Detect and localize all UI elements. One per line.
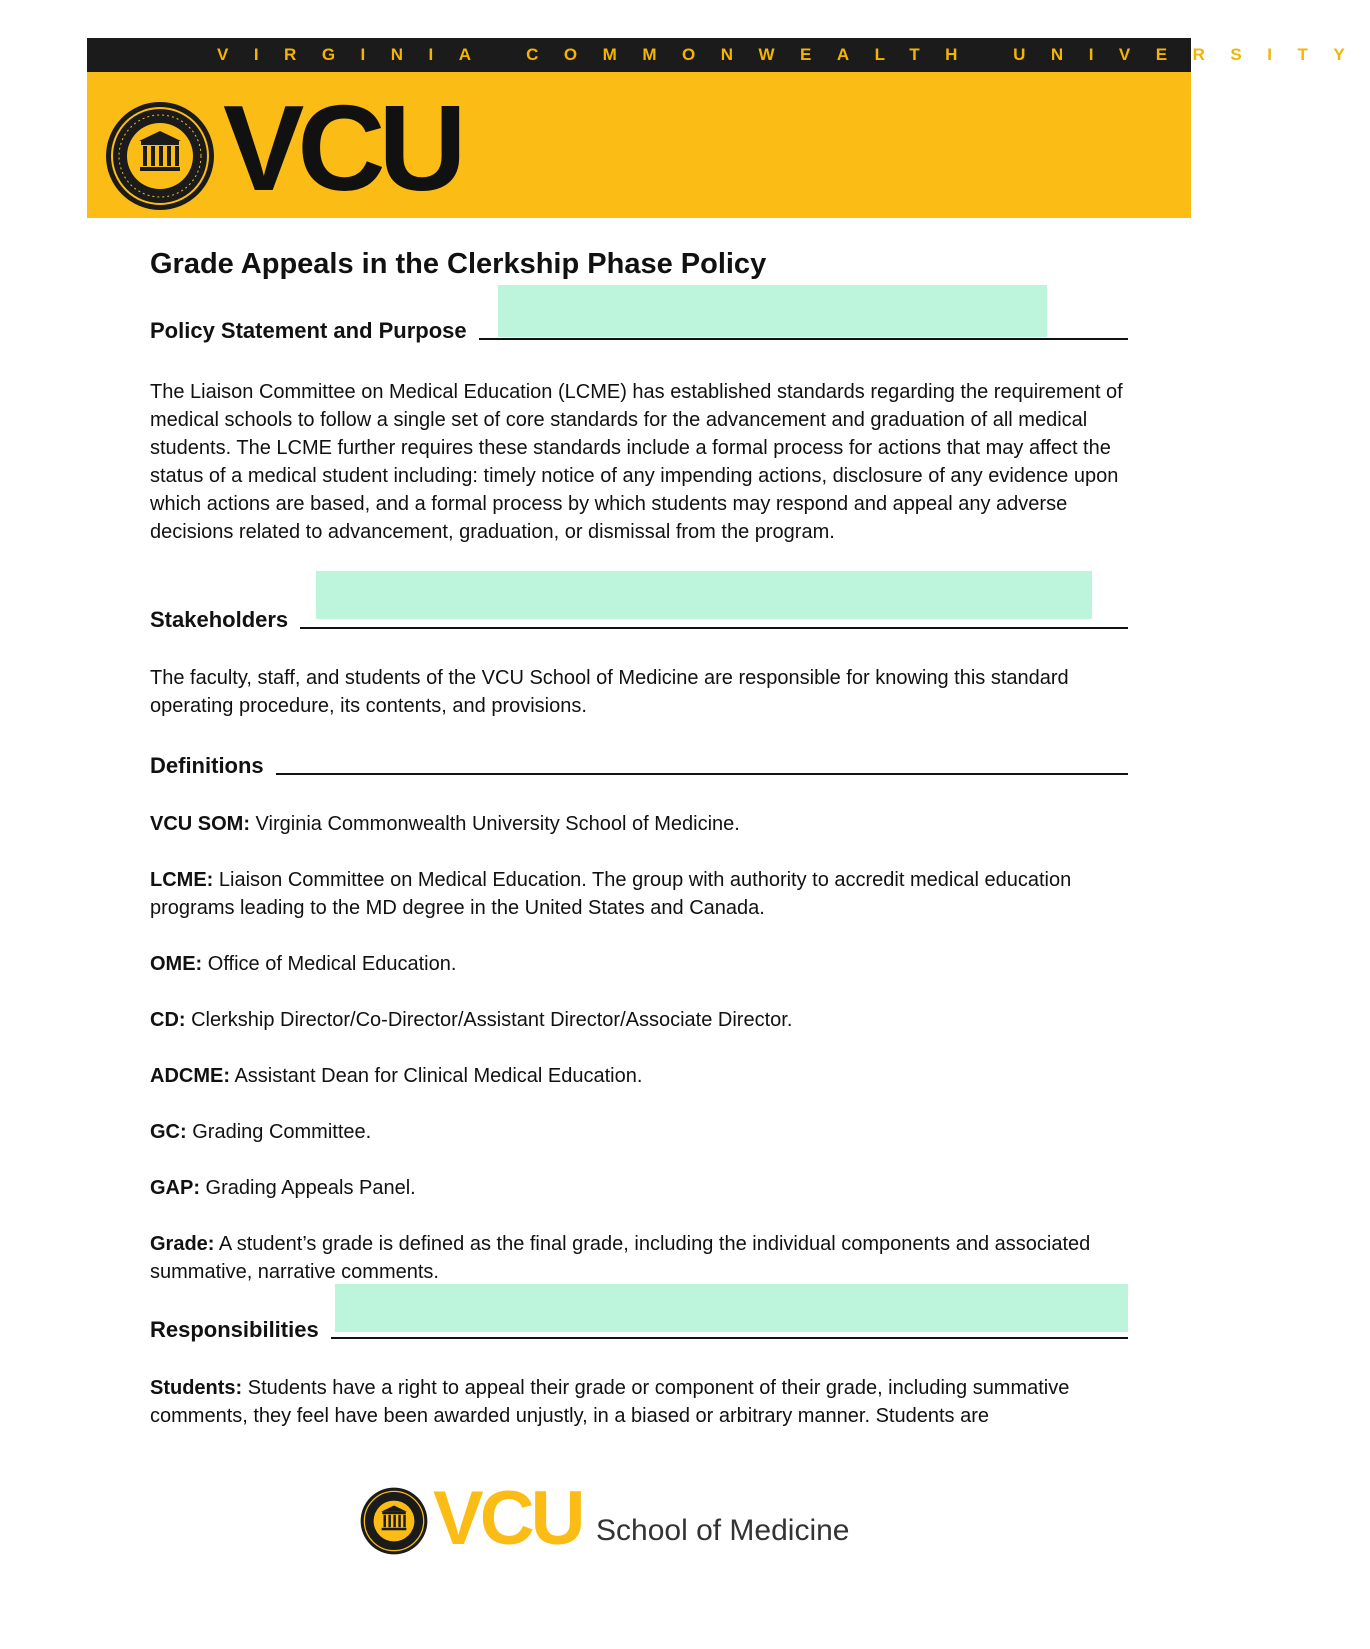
- section-heading: Stakeholders: [150, 607, 300, 633]
- definition-term: ADCME:: [150, 1065, 230, 1087]
- highlight-mark: [316, 571, 1092, 619]
- definition-text: Grading Committee.: [186, 1121, 372, 1143]
- responsibility-text: Students have a right to appeal their grade or component of their grade, including summative comments, they feel have been awarded unjustly, in a biased or arbitrary manner. Students are: [150, 1377, 1070, 1427]
- definition-item: [150, 950, 1130, 978]
- definition-item: [150, 1006, 1130, 1034]
- definition-term: LCME:: [150, 869, 214, 891]
- highlight-mark: [335, 1284, 1128, 1332]
- definition-text: Office of Medical Education.: [202, 953, 457, 975]
- section-heading: Definitions: [150, 753, 276, 779]
- definition-text: A student’s grade is defined as the final grade, including the individual components and associated summative, narrative comments.: [150, 1233, 1091, 1283]
- section-heading: Policy Statement and Purpose: [150, 318, 479, 344]
- definition-item: [150, 1062, 1130, 1090]
- definition-item: [150, 1118, 1130, 1146]
- responsibilities-students-paragraph: [150, 1374, 1130, 1430]
- footer-school-name: School of Medicine: [596, 1514, 850, 1547]
- vcu-header-banner: [87, 72, 1191, 218]
- definition-text: Liaison Committee on Medical Education. The group with authority to accredit medical education programs leading to the MD degree in the United States and Canada.: [150, 869, 1072, 919]
- purpose-paragraph: The Liaison Committee on Medical Education (LCME) has established standards regarding the requirement of medical schools to follow a single set of core standards for the advancement and graduation of all medical students. The LCME further requires these standards include a formal process for actions that may affect the status of a medical student including: timely notice of any impending actions, disclosure of any evidence upon which actions are based, and a formal process by which students may respond and appeal any adverse decisions related to advancement, graduation, or dismissal from the program.: [150, 381, 1123, 543]
- vcu-seal-logo: [105, 101, 215, 211]
- stakeholders-paragraph: The faculty, staff, and students of the VCU School of Medicine are responsible for knowing this standard operating procedure, its contents, and provisions.: [150, 667, 1069, 717]
- page-title: Grade Appeals in the Clerkship Phase Policy: [150, 248, 767, 280]
- responsibility-term: Students:: [150, 1377, 243, 1399]
- university-name-banner: VIRGINIA COMMONWEALTH UNIVERSITY: [87, 38, 1191, 72]
- definition-text: Assistant Dean for Clinical Medical Education.: [230, 1065, 643, 1087]
- definition-term: VCU SOM:: [150, 813, 250, 835]
- divider: [150, 773, 1128, 775]
- definition-term: Grade:: [150, 1233, 215, 1255]
- definition-item: [150, 1174, 1130, 1202]
- vcu-wordmark: VCU: [223, 80, 460, 216]
- section-heading: Responsibilities: [150, 1317, 331, 1343]
- footer-seal-logo: [360, 1487, 428, 1555]
- definition-text: Clerkship Director/Co-Director/Assistant Director/Associate Director.: [185, 1009, 793, 1031]
- definition-term: CD:: [150, 1009, 186, 1031]
- footer-vcu-wordmark: VCU: [433, 1476, 582, 1561]
- section-definitions-heading: [150, 753, 1128, 783]
- definition-term: GAP:: [150, 1177, 200, 1199]
- definition-text: Grading Appeals Panel.: [200, 1177, 416, 1199]
- definition-term: GC:: [150, 1121, 187, 1143]
- definition-item: [150, 810, 1130, 838]
- definition-item: [150, 1230, 1130, 1286]
- highlight-mark: [498, 285, 1047, 337]
- definition-item: [150, 866, 1130, 922]
- definition-text: Virginia Commonwealth University School of Medicine.: [250, 813, 740, 835]
- definition-term: OME:: [150, 953, 203, 975]
